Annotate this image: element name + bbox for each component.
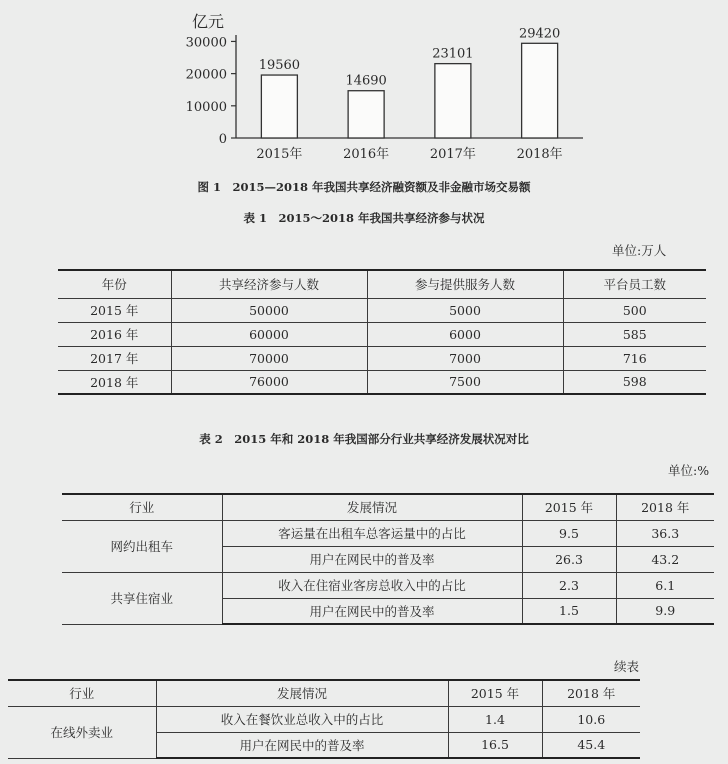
header-cell: 2015 年 xyxy=(522,494,616,520)
header-cell: 发展情况 xyxy=(222,494,522,520)
table-cell: 2017 年 xyxy=(58,346,171,370)
bar xyxy=(348,91,384,138)
table-cell: 500 xyxy=(563,298,706,322)
industry-cell: 网约出租车 xyxy=(62,520,222,572)
table-cell: 5000 xyxy=(367,298,563,322)
table-cell: 用户在网民中的普及率 xyxy=(222,598,522,624)
header-cell: 行业 xyxy=(62,494,222,520)
table-cell: 2.3 xyxy=(522,572,616,598)
table-cell: 用户在网民中的普及率 xyxy=(222,546,522,572)
x-tick-label: 2016年 xyxy=(343,147,390,162)
table-cell: 2016 年 xyxy=(58,322,171,346)
table-cell: 2018 年 xyxy=(58,370,171,394)
table-cell: 1.5 xyxy=(522,598,616,624)
header-cell: 共享经济参与人数 xyxy=(171,270,367,298)
table1-unit: 单位:万人 xyxy=(612,243,667,258)
table-cell: 76000 xyxy=(171,370,367,394)
header-cell: 年份 xyxy=(58,270,171,298)
table-cell: 2015 年 xyxy=(58,298,171,322)
table-cell: 36.3 xyxy=(616,520,714,546)
table-cell: 598 xyxy=(563,370,706,394)
y-tick-label: 10000 xyxy=(185,99,227,115)
table1-title: 表 1 2015～2018 年我国共享经济参与状况 xyxy=(243,211,485,225)
table-cell: 60000 xyxy=(171,322,367,346)
x-tick-label: 2018年 xyxy=(516,147,563,162)
figure-caption: 图 1 2015—2018 年我国共享经济融资额及非金融市场交易额 xyxy=(197,180,531,194)
table-cell: 收入在住宿业客房总收入中的占比 xyxy=(222,572,522,598)
table-cell: 10.6 xyxy=(542,706,640,732)
header-cell: 参与提供服务人数 xyxy=(367,270,563,298)
table-cell: 收入在餐饮业总收入中的占比 xyxy=(156,706,448,732)
bar xyxy=(261,75,297,138)
header-cell: 行业 xyxy=(8,680,156,706)
header-cell: 发展情况 xyxy=(156,680,448,706)
table-row xyxy=(62,520,714,546)
table-cell: 用户在网民中的普及率 xyxy=(156,732,448,758)
table-cell: 50000 xyxy=(171,298,367,322)
table-row xyxy=(58,298,706,322)
bar xyxy=(522,43,558,138)
y-tick-label: 30000 xyxy=(185,35,227,51)
y-tick-label: 0 xyxy=(218,132,227,147)
bar-value-label: 29420 xyxy=(518,26,561,42)
table-row xyxy=(8,706,640,732)
continued-label: 续表 xyxy=(614,659,640,674)
table-cell: 16.5 xyxy=(448,732,542,758)
table2 xyxy=(62,493,714,625)
table2-title: 表 2 2015 年和 2018 年我国部分行业共享经济发展状况对比 xyxy=(199,432,529,446)
table-cell: 716 xyxy=(563,346,706,370)
industry-cell: 共享住宿业 xyxy=(62,572,222,624)
x-tick-label: 2015年 xyxy=(256,147,303,162)
table-cell: 585 xyxy=(563,322,706,346)
bar-value-label: 19560 xyxy=(258,58,301,74)
industry-cell: 在线外卖业 xyxy=(8,706,156,758)
table-row xyxy=(62,572,714,598)
header-cell: 2018 年 xyxy=(542,680,640,706)
y-axis-label: 亿元 xyxy=(192,12,225,31)
table-cell: 43.2 xyxy=(616,546,714,572)
table-cell: 70000 xyxy=(171,346,367,370)
table-row xyxy=(58,322,706,346)
y-tick-label: 20000 xyxy=(185,67,227,83)
table-cell: 7500 xyxy=(367,370,563,394)
header-cell: 2015 年 xyxy=(448,680,542,706)
table2-header-row xyxy=(62,494,714,520)
header-cell: 平台员工数 xyxy=(563,270,706,298)
bar xyxy=(435,64,471,138)
table2-continued xyxy=(8,679,640,759)
table-cell: 26.3 xyxy=(522,546,616,572)
table3-header-row xyxy=(8,680,640,706)
table-cell: 1.4 xyxy=(448,706,542,732)
table-cell: 客运量在出租车总客运量中的占比 xyxy=(222,520,522,546)
table1 xyxy=(58,269,706,395)
table-cell: 45.4 xyxy=(542,732,640,758)
table-cell: 6000 xyxy=(367,322,563,346)
table1-header-row xyxy=(58,270,706,298)
x-tick-label: 2017年 xyxy=(429,147,476,162)
table2-unit: 单位:% xyxy=(668,463,710,478)
bar-value-label: 14690 xyxy=(345,73,387,89)
table-cell: 7000 xyxy=(367,346,563,370)
bar-value-label: 23101 xyxy=(432,46,474,62)
table-row xyxy=(58,346,706,370)
table-cell: 9.5 xyxy=(522,520,616,546)
header-cell: 2018 年 xyxy=(616,494,714,520)
table-cell: 6.1 xyxy=(616,572,714,598)
table-row xyxy=(58,370,706,394)
table-cell: 9.9 xyxy=(616,598,714,624)
financing-bar-chart xyxy=(0,0,728,180)
